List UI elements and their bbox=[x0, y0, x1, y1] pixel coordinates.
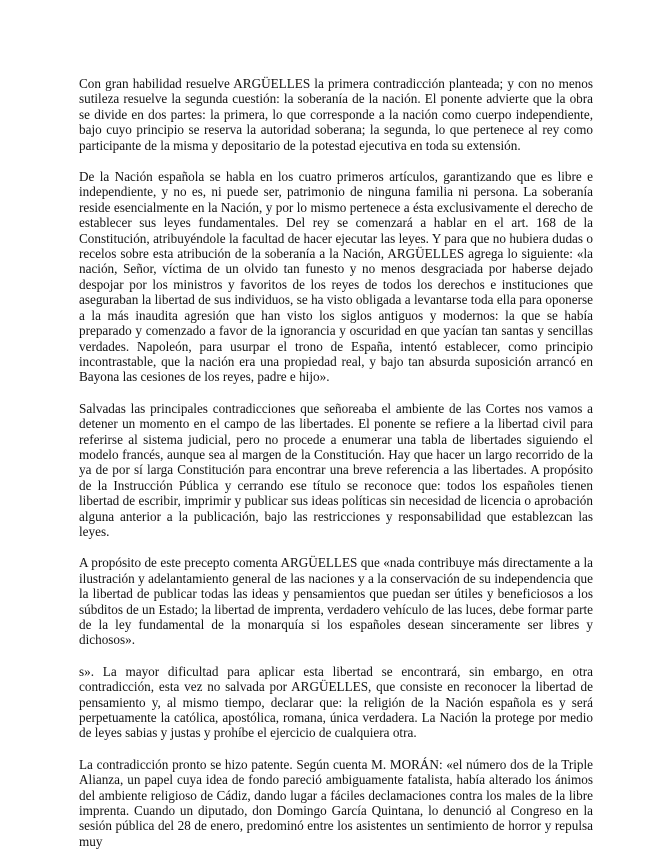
paragraph-1: Con gran habilidad resuelve ARGÜELLES la primera contradicción planteada; y con no menos sutileza resuelve la segunda cuestión: la soberanía de la nación. El ponente advierte que la obra se divide en dos partes: la primera, lo que corresponde a la nación como cuerpo independiente, bajo cuyo principio se reserva la autoridad soberana; la segunda, lo que pertenece al rey como participante de la misma y depositario de la potestad ejecutiva en toda su extensión. bbox=[79, 76, 593, 153]
document-page bbox=[79, 76, 593, 865]
paragraph-3: Salvadas las principales contradicciones que señoreaba el ambiente de las Cortes nos vamos a detener un momento en el campo de las libertades. El ponente se refiere a la libertad civil para referirse al sistema judicial, pero no procede a enumerar una tabla de libertades siguiendo el modelo francés, aunque sea al margen de la Constitución. Hay que hacer un largo recorrido de la ya de por sí larga Constitución para encontrar una breve referencia a las libertades. A propósito de la Instrucción Pública y cerrando ese título se reconoce que: todos los españoles tienen libertad de escribir, imprimir y publicar sus ideas políticas sin necesidad de licencia o aprobación alguna anterior a la publicación, bajo las restricciones y responsabilidad que establezcan las leyes. bbox=[79, 400, 593, 539]
paragraph-6: La contradicción pronto se hizo patente. Según cuenta M. MORÁN: «el número dos de la Triple Alianza, un papel cuya idea de fondo pareció ambiguamente fatalista, había alterado los ánimos del ambiente religioso de Cádiz, dando lugar a fáciles declamaciones contra los males de la libre imprenta. Cuando un diputado, don Domingo García Quintana, lo denunció al Congreso en la sesión pública del 28 de enero, predominó entre los asistentes un sentimiento de horror y repulsa muy bbox=[79, 756, 593, 849]
paragraph-4: A propósito de este precepto comenta ARGÜELLES que «nada contribuye más directamente a la ilustración y adelantamiento general de las naciones y a la conservación de su independencia que la libertad de publicar todas las ideas y pensamientos que puedan ser útiles y beneficiosos a los súbditos de un Estado; la libertad de imprenta, verdadero vehículo de las luces, debe formar parte de la ley fundamental de la monarquía si los españoles desean sinceramente ser libres y dichosos». bbox=[79, 555, 593, 648]
paragraph-2: De la Nación española se habla en los cuatro primeros artículos, garantizando que es libre e independiente, y no es, ni puede ser, patrimonio de ninguna familia ni persona. La soberanía reside esencialmente en la Nación, y por lo mismo pertenece a ésta exclusivamente el derecho de establecer sus leyes fundamentales. Del rey se comenzará a hablar en el art. 168 de la Constitución, atribuyéndole la facultad de hacer ejecutar las leyes. Y para que no hubiera dudas o recelos sobre esta atribución de la soberanía a la Nación, ARGÜELLES agrega lo siguiente: «la nación, Señor, víctima de un olvido tan funesto y no menos desgraciada por haberse dejado despojar por los ministros y favoritos de los reyes de todos los derechos e instituciones que aseguraban la libertad de sus individuos, se ha visto obligada a levantarse toda ella para oponerse a la más inaudita agresión que han visto los siglos antiguos y modernos: la que se había preparado y comenzado a favor de la ignorancia y oscuridad en que yacían tan santas y sencillas verdades. Napoleón, para usurpar el trono de España, intentó establecer, como principio incontrastable, que la nación era una propiedad real, y bajo tan absurda suposición arrancó en Bayona las cesiones de los reyes, padre e hijo». bbox=[79, 169, 593, 385]
paragraph-5: s». La mayor dificultad para aplicar esta libertad se encontrará, sin embargo, en otra contradicción, esta vez no salvada por ARGÜELLES, que consiste en reconocer la libertad de pensamiento y, al mismo tiempo, declarar que: la religión de la Nación española es y será perpetuamente la católica, apostólica, romana, única verdadera. La Nación la protege por medio de leyes sabias y justas y prohíbe el ejercicio de cualquiera otra. bbox=[79, 663, 593, 741]
